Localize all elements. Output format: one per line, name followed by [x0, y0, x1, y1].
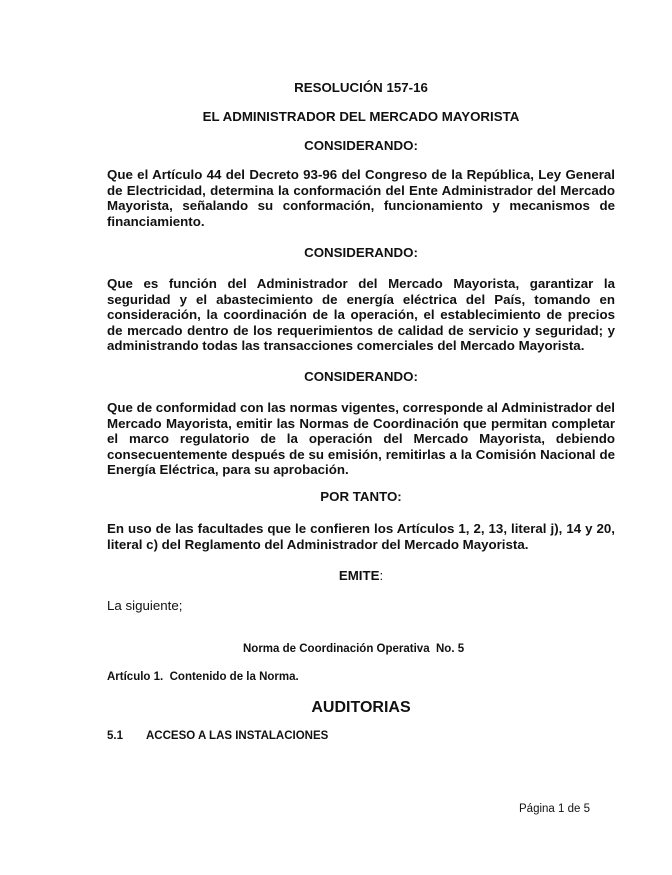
auditorias-heading: AUDITORIAS [311, 699, 411, 716]
articulo-1-heading: Artículo 1. Contenido de la Norma. [107, 671, 299, 683]
issuer-heading: EL ADMINISTRADOR DEL MERCADO MAYORISTA [202, 109, 520, 124]
por-tanto-heading: POR TANTO: [320, 489, 402, 504]
section-number: 5.1 [107, 730, 123, 742]
emite-word: EMITE [338, 568, 380, 583]
resolution-title: RESOLUCIÓN 157-16 [294, 80, 428, 95]
considerando-paragraph-3: Que de conformidad con las normas vigentes, corresponde al Administrador del Mercado Mayorista, emitir las Normas de Coordinación que permitan completar el marco regulatorio de la operación del Mercado Mayorista, debiendo consecuentemente después de su emisión, remitirlas a la Comisión Nacional de Energía Eléctrica, para su aprobación. [107, 400, 615, 477]
considerando-heading-1: CONSIDERANDO: [304, 138, 418, 153]
la-siguiente-text: La siguiente; [107, 598, 183, 613]
emite-heading [107, 568, 615, 584]
norma-title: Norma de Coordinación Operativa No. 5 [243, 643, 465, 655]
por-tanto-paragraph: En uso de las facultades que le confieren los Artículos 1, 2, 13, literal j), 14 y 20, literal c) del Reglamento del Administrador del Mercado Mayorista. [107, 521, 615, 552]
emite-colon: : [379, 568, 384, 583]
considerando-heading-3: CONSIDERANDO: [304, 369, 418, 384]
considerando-paragraph-1: Que el Artículo 44 del Decreto 93-96 del Congreso de la República, Ley General de Electricidad, determina la conformación del Ente Administrador del Mercado Mayorista, señalando su conformación, funcionamiento y mecanismos de financiamiento. [107, 167, 615, 229]
considerando-heading-2: CONSIDERANDO: [304, 245, 418, 260]
page-number-footer: Página 1 de 5 [519, 803, 590, 815]
section-title: ACCESO A LAS INSTALACIONES [146, 730, 329, 742]
considerando-paragraph-2: Que es función del Administrador del Mercado Mayorista, garantizar la seguridad y el abastecimiento de energía eléctrica del País, tomando en consideración, la coordinación de la operación, el establecimiento de precios de mercado dentro de los requerimientos de calidad de servicio y seguridad; y administrando todas las transacciones comerciales del Mercado Mayorista. [107, 276, 615, 353]
